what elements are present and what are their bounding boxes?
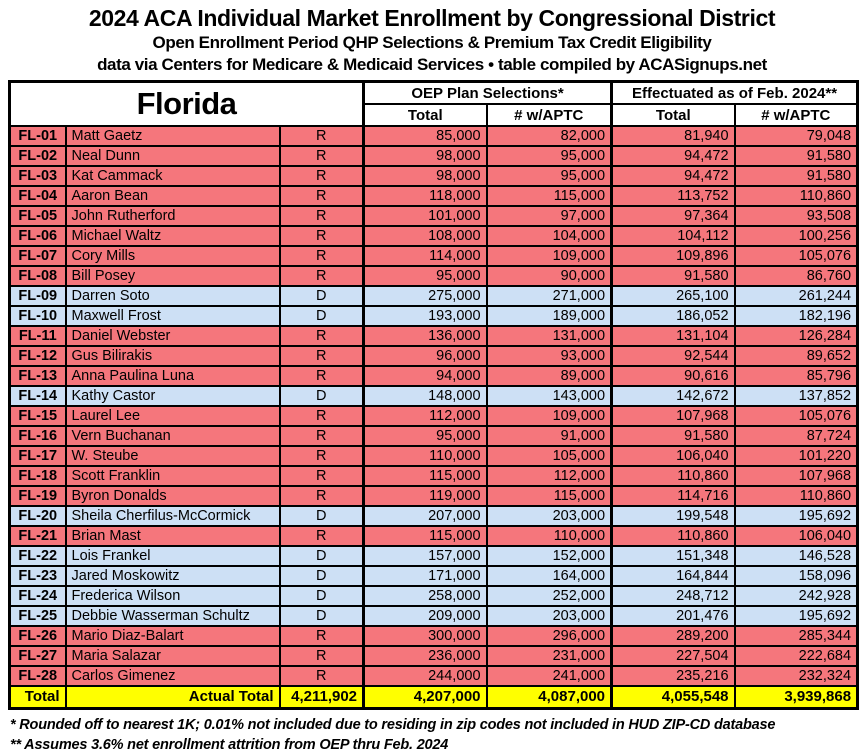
district-row — [10, 166, 858, 186]
district-row — [10, 626, 858, 646]
district-row — [10, 186, 858, 206]
oep-total-cell: 110,000 — [364, 446, 487, 466]
district-cell: FL-23 — [10, 566, 66, 586]
party-cell: D — [280, 386, 364, 406]
eff-aptc-cell: 261,244 — [735, 286, 858, 306]
party-cell: D — [280, 606, 364, 626]
eff-aptc-cell: 146,528 — [735, 546, 858, 566]
district-row — [10, 386, 858, 406]
eff-total-cell: 90,616 — [612, 366, 735, 386]
party-cell: R — [280, 346, 364, 366]
column-eff-total: Total — [612, 104, 735, 126]
oep-aptc-cell: 89,000 — [487, 366, 612, 386]
eff-total-cell: 151,348 — [612, 546, 735, 566]
district-row — [10, 506, 858, 526]
district-row — [10, 526, 858, 546]
district-cell: FL-01 — [10, 126, 66, 146]
column-oep-aptc: # w/APTC — [487, 104, 612, 126]
district-cell: FL-09 — [10, 286, 66, 306]
data-source-line: data via Centers for Medicare & Medicaid Services • table compiled by ACASignups.net — [97, 55, 767, 74]
party-cell: R — [280, 646, 364, 666]
district-row — [10, 286, 858, 306]
district-cell: FL-02 — [10, 146, 66, 166]
oep-aptc-cell: 189,000 — [487, 306, 612, 326]
oep-aptc-cell: 112,000 — [487, 466, 612, 486]
eff-total-cell: 113,752 — [612, 186, 735, 206]
party-cell: D — [280, 286, 364, 306]
eff-total-cell: 131,104 — [612, 326, 735, 346]
party-cell: R — [280, 366, 364, 386]
eff-total-cell: 107,968 — [612, 406, 735, 426]
total-label-cell: Total — [10, 686, 66, 709]
district-rows — [10, 126, 858, 686]
oep-aptc-cell: 95,000 — [487, 146, 612, 166]
total-oep-aptc-cell: 4,087,000 — [487, 686, 612, 709]
rep-name-cell: Mario Diaz-Balart — [66, 626, 280, 646]
actual-total-label-cell: Actual Total — [66, 686, 280, 709]
eff-total-cell: 109,896 — [612, 246, 735, 266]
rep-name-cell: Matt Gaetz — [66, 126, 280, 146]
eff-total-cell: 235,216 — [612, 666, 735, 686]
eff-aptc-cell: 101,220 — [735, 446, 858, 466]
oep-aptc-cell: 91,000 — [487, 426, 612, 446]
oep-total-cell: 115,000 — [364, 526, 487, 546]
oep-aptc-cell: 93,000 — [487, 346, 612, 366]
district-cell: FL-19 — [10, 486, 66, 506]
total-row — [10, 686, 858, 709]
eff-total-cell: 227,504 — [612, 646, 735, 666]
district-row — [10, 566, 858, 586]
party-cell: R — [280, 266, 364, 286]
eff-total-cell: 201,476 — [612, 606, 735, 626]
oep-aptc-cell: 110,000 — [487, 526, 612, 546]
party-cell: D — [280, 566, 364, 586]
rep-name-cell: Kathy Castor — [66, 386, 280, 406]
district-cell: FL-05 — [10, 206, 66, 226]
party-cell: R — [280, 526, 364, 546]
enrollment-table — [8, 80, 859, 710]
oep-aptc-cell: 252,000 — [487, 586, 612, 606]
district-row — [10, 206, 858, 226]
oep-total-cell: 136,000 — [364, 326, 487, 346]
eff-aptc-cell: 89,652 — [735, 346, 858, 366]
party-cell: R — [280, 466, 364, 486]
oep-aptc-cell: 104,000 — [487, 226, 612, 246]
district-row — [10, 646, 858, 666]
district-row — [10, 466, 858, 486]
eff-aptc-cell: 93,508 — [735, 206, 858, 226]
page-title: 2024 ACA Individual Market Enrollment by Congressional District — [88, 5, 776, 31]
eff-total-cell: 81,940 — [612, 126, 735, 146]
oep-total-cell: 275,000 — [364, 286, 487, 306]
oep-total-cell: 171,000 — [364, 566, 487, 586]
oep-aptc-cell: 131,000 — [487, 326, 612, 346]
eff-total-cell: 164,844 — [612, 566, 735, 586]
rep-name-cell: Jared Moskowitz — [66, 566, 280, 586]
district-row — [10, 666, 858, 686]
district-row — [10, 346, 858, 366]
oep-total-cell: 258,000 — [364, 586, 487, 606]
oep-total-cell: 157,000 — [364, 546, 487, 566]
eff-total-cell: 114,716 — [612, 486, 735, 506]
oep-total-cell: 85,000 — [364, 126, 487, 146]
eff-aptc-cell: 182,196 — [735, 306, 858, 326]
party-cell: D — [280, 506, 364, 526]
oep-total-cell: 108,000 — [364, 226, 487, 246]
district-cell: FL-26 — [10, 626, 66, 646]
eff-total-cell: 110,860 — [612, 526, 735, 546]
district-row — [10, 406, 858, 426]
district-row — [10, 246, 858, 266]
party-cell: R — [280, 426, 364, 446]
eff-aptc-cell: 91,580 — [735, 146, 858, 166]
eff-aptc-cell: 285,344 — [735, 626, 858, 646]
eff-aptc-cell: 85,796 — [735, 366, 858, 386]
total-oep-total-cell: 4,207,000 — [364, 686, 487, 709]
oep-aptc-cell: 115,000 — [487, 186, 612, 206]
district-cell: FL-15 — [10, 406, 66, 426]
district-row — [10, 426, 858, 446]
oep-total-cell: 95,000 — [364, 266, 487, 286]
eff-aptc-cell: 242,928 — [735, 586, 858, 606]
district-cell: FL-03 — [10, 166, 66, 186]
oep-total-cell: 148,000 — [364, 386, 487, 406]
oep-total-cell: 98,000 — [364, 146, 487, 166]
district-cell: FL-25 — [10, 606, 66, 626]
eff-aptc-cell: 106,040 — [735, 526, 858, 546]
rep-name-cell: Darren Soto — [66, 286, 280, 306]
rep-name-cell: Brian Mast — [66, 526, 280, 546]
eff-total-cell: 92,544 — [612, 346, 735, 366]
district-cell: FL-16 — [10, 426, 66, 446]
district-row — [10, 326, 858, 346]
oep-aptc-cell: 115,000 — [487, 486, 612, 506]
party-cell: R — [280, 486, 364, 506]
column-eff-aptc: # w/APTC — [735, 104, 858, 126]
rep-name-cell: Byron Donalds — [66, 486, 280, 506]
oep-total-cell: 94,000 — [364, 366, 487, 386]
rep-name-cell: Debbie Wasserman Schultz — [66, 606, 280, 626]
rep-name-cell: Maria Salazar — [66, 646, 280, 666]
district-cell: FL-21 — [10, 526, 66, 546]
district-cell: FL-17 — [10, 446, 66, 466]
eff-aptc-cell: 126,284 — [735, 326, 858, 346]
oep-total-cell: 244,000 — [364, 666, 487, 686]
oep-total-cell: 112,000 — [364, 406, 487, 426]
district-cell: FL-24 — [10, 586, 66, 606]
eff-aptc-cell: 137,852 — [735, 386, 858, 406]
district-cell: FL-14 — [10, 386, 66, 406]
eff-total-cell: 104,112 — [612, 226, 735, 246]
oep-aptc-cell: 105,000 — [487, 446, 612, 466]
eff-total-cell: 106,040 — [612, 446, 735, 466]
eff-total-cell: 248,712 — [612, 586, 735, 606]
district-cell: FL-27 — [10, 646, 66, 666]
district-row — [10, 146, 858, 166]
eff-total-cell: 91,580 — [612, 266, 735, 286]
oep-aptc-cell: 109,000 — [487, 406, 612, 426]
district-cell: FL-20 — [10, 506, 66, 526]
party-cell: R — [280, 326, 364, 346]
party-cell: R — [280, 626, 364, 646]
eff-aptc-cell: 195,692 — [735, 506, 858, 526]
party-cell: R — [280, 666, 364, 686]
district-cell: FL-28 — [10, 666, 66, 686]
district-row — [10, 546, 858, 566]
district-cell: FL-06 — [10, 226, 66, 246]
oep-total-cell: 300,000 — [364, 626, 487, 646]
eff-total-cell: 94,472 — [612, 166, 735, 186]
district-cell: FL-07 — [10, 246, 66, 266]
footnotes — [10, 715, 864, 750]
eff-aptc-cell: 110,860 — [735, 486, 858, 506]
actual-total-value-cell: 4,211,902 — [280, 686, 364, 709]
party-cell: D — [280, 546, 364, 566]
district-row — [10, 126, 858, 146]
total-eff-aptc-cell: 3,939,868 — [735, 686, 858, 709]
eff-aptc-cell: 86,760 — [735, 266, 858, 286]
district-cell: FL-11 — [10, 326, 66, 346]
column-oep-total: Total — [364, 104, 487, 126]
district-row — [10, 486, 858, 506]
oep-total-cell: 209,000 — [364, 606, 487, 626]
eff-aptc-cell: 87,724 — [735, 426, 858, 446]
party-cell: R — [280, 246, 364, 266]
district-cell: FL-10 — [10, 306, 66, 326]
eff-total-cell: 97,364 — [612, 206, 735, 226]
oep-total-cell: 119,000 — [364, 486, 487, 506]
eff-aptc-cell: 195,692 — [735, 606, 858, 626]
eff-total-cell: 94,472 — [612, 146, 735, 166]
district-cell: FL-22 — [10, 546, 66, 566]
party-cell: R — [280, 206, 364, 226]
rep-name-cell: Carlos Gimenez — [66, 666, 280, 686]
eff-aptc-cell: 107,968 — [735, 466, 858, 486]
oep-total-cell: 101,000 — [364, 206, 487, 226]
rep-name-cell: W. Steube — [66, 446, 280, 466]
state-header: Florida — [10, 82, 364, 127]
eff-total-cell: 142,672 — [612, 386, 735, 406]
eff-aptc-cell: 79,048 — [735, 126, 858, 146]
oep-aptc-cell: 90,000 — [487, 266, 612, 286]
oep-aptc-cell: 203,000 — [487, 606, 612, 626]
rep-name-cell: Michael Waltz — [66, 226, 280, 246]
rep-name-cell: Aaron Bean — [66, 186, 280, 206]
oep-total-cell: 193,000 — [364, 306, 487, 326]
district-row — [10, 366, 858, 386]
oep-total-cell: 96,000 — [364, 346, 487, 366]
eff-aptc-cell: 105,076 — [735, 246, 858, 266]
district-cell: FL-12 — [10, 346, 66, 366]
party-cell: R — [280, 226, 364, 246]
oep-aptc-cell: 241,000 — [487, 666, 612, 686]
oep-aptc-cell: 203,000 — [487, 506, 612, 526]
district-row — [10, 226, 858, 246]
rep-name-cell: Vern Buchanan — [66, 426, 280, 446]
party-cell: R — [280, 406, 364, 426]
party-cell: D — [280, 586, 364, 606]
eff-aptc-cell: 232,324 — [735, 666, 858, 686]
party-cell: R — [280, 166, 364, 186]
eff-total-cell: 265,100 — [612, 286, 735, 306]
total-eff-total-cell: 4,055,548 — [612, 686, 735, 709]
oep-aptc-cell: 95,000 — [487, 166, 612, 186]
oep-total-cell: 95,000 — [364, 426, 487, 446]
oep-total-cell: 98,000 — [364, 166, 487, 186]
column-group-effectuated: Effectuated as of Feb. 2024** — [612, 82, 858, 105]
rep-name-cell: Anna Paulina Luna — [66, 366, 280, 386]
oep-aptc-cell: 296,000 — [487, 626, 612, 646]
eff-aptc-cell: 158,096 — [735, 566, 858, 586]
party-cell: R — [280, 186, 364, 206]
rep-name-cell: Laurel Lee — [66, 406, 280, 426]
rep-name-cell: Sheila Cherfilus-McCormick — [66, 506, 280, 526]
eff-aptc-cell: 110,860 — [735, 186, 858, 206]
district-cell: FL-08 — [10, 266, 66, 286]
rep-name-cell: Gus Bilirakis — [66, 346, 280, 366]
oep-aptc-cell: 97,000 — [487, 206, 612, 226]
eff-total-cell: 199,548 — [612, 506, 735, 526]
rep-name-cell: John Rutherford — [66, 206, 280, 226]
eff-aptc-cell: 222,684 — [735, 646, 858, 666]
district-row — [10, 306, 858, 326]
footnote-rounding: * Rounded off to nearest 1K; 0.01% not included due to residing in zip codes not included in HUD ZIP-CD database — [10, 717, 776, 733]
rep-name-cell: Scott Franklin — [66, 466, 280, 486]
oep-aptc-cell: 82,000 — [487, 126, 612, 146]
rep-name-cell: Cory Mills — [66, 246, 280, 266]
oep-total-cell: 114,000 — [364, 246, 487, 266]
rep-name-cell: Bill Posey — [66, 266, 280, 286]
district-row — [10, 606, 858, 626]
oep-aptc-cell: 231,000 — [487, 646, 612, 666]
title-block — [0, 0, 864, 76]
rep-name-cell: Maxwell Frost — [66, 306, 280, 326]
eff-total-cell: 186,052 — [612, 306, 735, 326]
district-cell: FL-18 — [10, 466, 66, 486]
district-row — [10, 446, 858, 466]
oep-aptc-cell: 143,000 — [487, 386, 612, 406]
oep-aptc-cell: 271,000 — [487, 286, 612, 306]
eff-total-cell: 91,580 — [612, 426, 735, 446]
rep-name-cell: Kat Cammack — [66, 166, 280, 186]
eff-total-cell: 110,860 — [612, 466, 735, 486]
column-group-oep: OEP Plan Selections* — [364, 82, 612, 105]
oep-aptc-cell: 164,000 — [487, 566, 612, 586]
district-cell: FL-13 — [10, 366, 66, 386]
district-row — [10, 586, 858, 606]
oep-total-cell: 236,000 — [364, 646, 487, 666]
party-cell: R — [280, 126, 364, 146]
party-cell: R — [280, 146, 364, 166]
eff-total-cell: 289,200 — [612, 626, 735, 646]
oep-aptc-cell: 152,000 — [487, 546, 612, 566]
eff-aptc-cell: 100,256 — [735, 226, 858, 246]
oep-total-cell: 118,000 — [364, 186, 487, 206]
oep-total-cell: 115,000 — [364, 466, 487, 486]
rep-name-cell: Lois Frankel — [66, 546, 280, 566]
party-cell: D — [280, 306, 364, 326]
eff-aptc-cell: 105,076 — [735, 406, 858, 426]
district-row — [10, 266, 858, 286]
page-subtitle: Open Enrollment Period QHP Selections & Premium Tax Credit Eligibility — [152, 33, 712, 52]
oep-total-cell: 207,000 — [364, 506, 487, 526]
party-cell: R — [280, 446, 364, 466]
footnote-attrition: ** Assumes 3.6% net enrollment attrition from OEP thru Feb. 2024 — [10, 737, 449, 750]
rep-name-cell: Frederica Wilson — [66, 586, 280, 606]
rep-name-cell: Neal Dunn — [66, 146, 280, 166]
district-cell: FL-04 — [10, 186, 66, 206]
oep-aptc-cell: 109,000 — [487, 246, 612, 266]
rep-name-cell: Daniel Webster — [66, 326, 280, 346]
eff-aptc-cell: 91,580 — [735, 166, 858, 186]
